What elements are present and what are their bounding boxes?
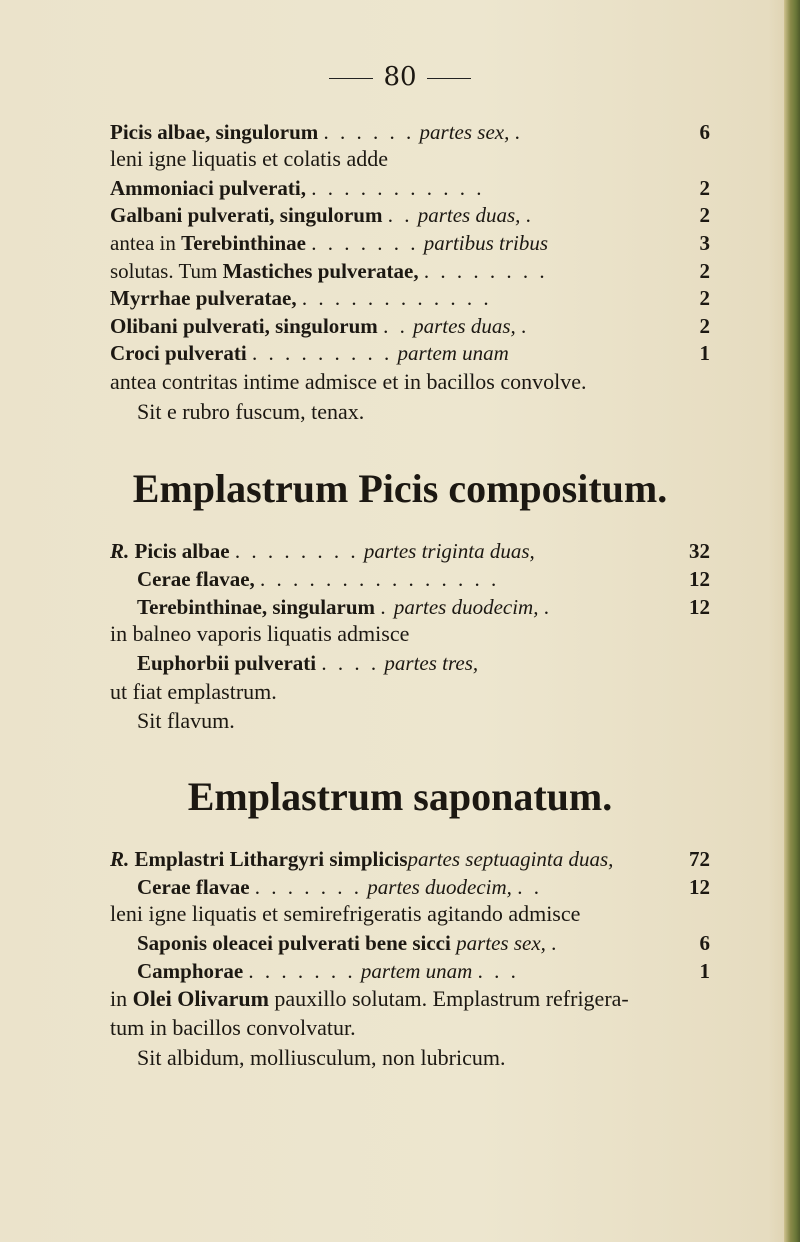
quantity: 2	[699, 259, 710, 283]
recipe-line	[110, 338, 710, 368]
ingredient: Mastiches pulveratae,	[222, 259, 419, 283]
leader-dots: . . . . . . . . . . . . . . .	[260, 567, 500, 591]
ingredient: Terebinthinae, singularum	[137, 595, 376, 619]
text-line: leni igne liquatis et semirefrigeratis agitando admisce	[110, 901, 581, 926]
ingredient: Camphorae	[137, 959, 244, 983]
text-line	[110, 984, 730, 1014]
leader-dots: .	[551, 931, 560, 955]
recipe-line	[110, 173, 710, 203]
page-edge	[784, 0, 800, 1242]
quantity: 2	[699, 176, 710, 200]
leader-dots: . .	[383, 314, 408, 338]
ingredient: Cerae flavae,	[137, 567, 255, 591]
dose: partes tres,	[384, 651, 479, 675]
dose: partes sex,	[419, 120, 510, 144]
ingredient: Olei Olivarum	[132, 986, 269, 1011]
quantity: 6	[699, 931, 710, 955]
text-line: tum in bacillos convolvatur.	[110, 1015, 356, 1040]
leader-dots: . . . . . . . .	[423, 259, 548, 283]
leader-dots: .	[380, 595, 389, 619]
recipe-line	[110, 283, 710, 313]
quantity: 3	[699, 231, 710, 255]
ingredient: Croci pulverati	[110, 341, 247, 365]
ingredient: Picis albae, singulorum	[110, 120, 319, 144]
dose: partes triginta duas,	[363, 539, 535, 563]
leader-dots: . .	[517, 875, 542, 899]
ingredient: Emplastri Lithargyri simplicis	[134, 847, 408, 871]
ingredient: Myrrhae pulveratae,	[110, 286, 297, 310]
quantity: 2	[699, 203, 710, 227]
section-heading: Emplastrum Picis compositum.	[132, 466, 668, 511]
text-line: antea contritas intime admisce et in bacillos convolve.	[110, 369, 587, 394]
ingredient: Picis albae	[134, 539, 230, 563]
recipe-line	[110, 117, 710, 147]
recipe-line	[110, 536, 710, 566]
leader-dots: .	[543, 595, 552, 619]
dose: partes duas,	[413, 314, 516, 338]
header-dash-right	[427, 78, 471, 79]
ingredient: Saponis oleacei pulverati bene sicci	[137, 931, 451, 955]
leader-dots: . . . . . . . .	[234, 539, 359, 563]
leader-dots: .	[521, 314, 530, 338]
ingredient: Euphorbii pulverati	[137, 651, 317, 675]
leader-dots: . . . . . .	[323, 120, 415, 144]
recipe-line	[110, 256, 710, 286]
recipe-line	[110, 311, 710, 341]
leader-dots: .	[525, 203, 534, 227]
recipe-line	[137, 564, 710, 594]
recipe-symbol: R.	[110, 847, 130, 871]
sit-line: Sit e rubro fuscum, tenax.	[137, 399, 365, 424]
quantity: 2	[699, 286, 710, 310]
recipe-line	[110, 844, 710, 874]
quantity: 6	[699, 120, 710, 144]
section-heading: Emplastrum saponatum.	[187, 774, 613, 819]
dose: partes duodecim,	[393, 595, 539, 619]
leader-dots: . . . . . . .	[248, 959, 356, 983]
ingredient: Ammoniaci pulverati,	[110, 176, 306, 200]
line-rest: pauxillo solutam. Emplastrum refrigera-	[274, 986, 629, 1011]
sit-line: Sit flavum.	[137, 708, 235, 733]
dose: partem unam	[397, 341, 509, 365]
recipe-line	[137, 872, 710, 902]
leader-dots: . . . . . . . . . . . .	[301, 286, 492, 310]
ingredient: Terebinthinae	[181, 231, 307, 255]
leader-dots: . . . . . . . . .	[251, 341, 393, 365]
ingredient: Galbani pulverati, singulorum	[110, 203, 383, 227]
line-prefix: in	[110, 986, 128, 1011]
sit-line: Sit albidum, molliusculum, non lubricum.	[137, 1045, 506, 1070]
leader-dots: .	[514, 120, 523, 144]
quantity: 1	[699, 341, 710, 365]
leader-dots: . . . .	[321, 651, 380, 675]
quantity: 12	[689, 567, 710, 591]
line-prefix: antea in	[110, 231, 176, 255]
text-line: leni igne liquatis et colatis adde	[110, 146, 388, 171]
leader-dots: . . . . . . .	[311, 231, 419, 255]
quantity: 32	[689, 539, 710, 563]
page-header	[0, 62, 800, 92]
leader-dots: . . .	[477, 959, 519, 983]
recipe-line	[137, 592, 710, 622]
quantity: 12	[689, 595, 710, 619]
recipe-line	[137, 956, 710, 986]
dose: partes duas,	[417, 203, 521, 227]
recipe-line	[137, 928, 710, 958]
leader-dots: . . . . . . . . . . .	[311, 176, 485, 200]
dose: partes sex,	[456, 931, 546, 955]
leader-dots: . . . . . . .	[254, 875, 363, 899]
text-line: ut fiat emplastrum.	[110, 679, 277, 704]
quantity: 2	[699, 314, 710, 338]
leader-dots: . .	[387, 203, 413, 227]
quantity: 72	[689, 847, 710, 871]
quantity: 1	[699, 959, 710, 983]
ingredient: Cerae flavae	[137, 875, 250, 899]
dose: partes duodecim,	[367, 875, 512, 899]
dose: partibus tribus	[423, 231, 549, 255]
text-line: in balneo vaporis liquatis admisce	[110, 621, 410, 646]
recipe-line	[137, 648, 710, 678]
ingredient: Olibani pulverati, singulorum	[110, 314, 378, 338]
recipe-symbol: R.	[110, 539, 130, 563]
header-dash-left	[329, 78, 373, 79]
dose: partem unam	[360, 959, 473, 983]
recipe-line	[110, 200, 710, 230]
recipe-line	[110, 228, 710, 258]
page-number: 80	[383, 62, 417, 92]
dose: partes septuaginta duas,	[407, 847, 614, 871]
quantity: 12	[689, 875, 710, 899]
line-prefix: solutas. Tum	[110, 259, 218, 283]
